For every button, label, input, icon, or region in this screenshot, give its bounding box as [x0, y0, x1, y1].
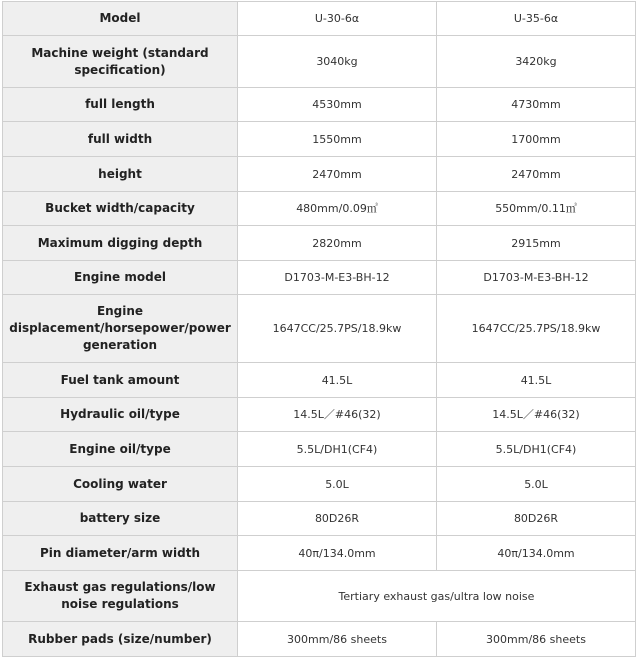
row-label: Bucket width/capacity — [3, 192, 238, 226]
row-label: Pin diameter/arm width — [3, 536, 238, 571]
cell-value: 1647CC/25.7PS/18.9kw — [238, 295, 437, 363]
table-row — [3, 502, 636, 536]
cell-value: 14.5L／#46(32) — [437, 398, 636, 432]
table-row — [3, 157, 636, 192]
cell-value: 1647CC/25.7PS/18.9kw — [437, 295, 636, 363]
merged-cell-value: Tertiary exhaust gas/ultra low noise — [238, 571, 636, 622]
table-row — [3, 122, 636, 157]
cell-value: 3040kg — [238, 36, 437, 88]
cell-value: 5.0L — [238, 467, 437, 502]
table-row — [3, 467, 636, 502]
table-row — [3, 192, 636, 226]
cell-value: 3420kg — [437, 36, 636, 88]
cell-value: 41.5L — [437, 363, 636, 398]
cell-value: 14.5L／#46(32) — [238, 398, 437, 432]
row-label: Cooling water — [3, 467, 238, 502]
row-label: height — [3, 157, 238, 192]
row-label: Engine displacement/horsepower/power generation — [3, 295, 238, 363]
row-label: Maximum digging depth — [3, 226, 238, 261]
cell-value: 1550mm — [238, 122, 437, 157]
row-label: Fuel tank amount — [3, 363, 238, 398]
model-name-2: U-35-6α — [437, 2, 636, 36]
cell-value: 41.5L — [238, 363, 437, 398]
table-row — [3, 571, 636, 622]
model-name-1: U-30-6α — [238, 2, 437, 36]
spec-table — [2, 1, 636, 657]
cell-value: D1703-M-E3-BH-12 — [437, 261, 636, 295]
cell-value: 5.5L/DH1(CF4) — [238, 432, 437, 467]
cell-value: 2470mm — [437, 157, 636, 192]
table-row — [3, 261, 636, 295]
cell-value: 300mm/86 sheets — [238, 622, 437, 657]
cell-value: 40π/134.0mm — [437, 536, 636, 571]
row-label: Engine oil/type — [3, 432, 238, 467]
cell-value: 2915mm — [437, 226, 636, 261]
row-label: Machine weight (standard specification) — [3, 36, 238, 88]
row-label: Engine model — [3, 261, 238, 295]
table-row — [3, 88, 636, 122]
row-label: battery size — [3, 502, 238, 536]
cell-value: 2820mm — [238, 226, 437, 261]
cell-value: 80D26R — [238, 502, 437, 536]
table-row — [3, 622, 636, 657]
row-label: Exhaust gas regulations/low noise regulations — [3, 571, 238, 622]
cell-value: 4730mm — [437, 88, 636, 122]
cell-value: D1703-M-E3-BH-12 — [238, 261, 437, 295]
cell-value: 80D26R — [437, 502, 636, 536]
row-label: Model — [3, 2, 238, 36]
cell-value: 480mm/0.09㎥ — [238, 192, 437, 226]
table-row — [3, 363, 636, 398]
table-row — [3, 398, 636, 432]
cell-value: 1700mm — [437, 122, 636, 157]
cell-value: 550mm/0.11㎥ — [437, 192, 636, 226]
row-label: full length — [3, 88, 238, 122]
table-row-model — [3, 2, 636, 36]
cell-value: 5.5L/DH1(CF4) — [437, 432, 636, 467]
cell-value: 40π/134.0mm — [238, 536, 437, 571]
row-label: Hydraulic oil/type — [3, 398, 238, 432]
table-row — [3, 536, 636, 571]
table-row — [3, 295, 636, 363]
cell-value: 5.0L — [437, 467, 636, 502]
cell-value: 2470mm — [238, 157, 437, 192]
table-row — [3, 432, 636, 467]
row-label: Rubber pads (size/number) — [3, 622, 238, 657]
cell-value: 4530mm — [238, 88, 437, 122]
row-label: full width — [3, 122, 238, 157]
cell-value: 300mm/86 sheets — [437, 622, 636, 657]
table-row — [3, 226, 636, 261]
table-row — [3, 36, 636, 88]
